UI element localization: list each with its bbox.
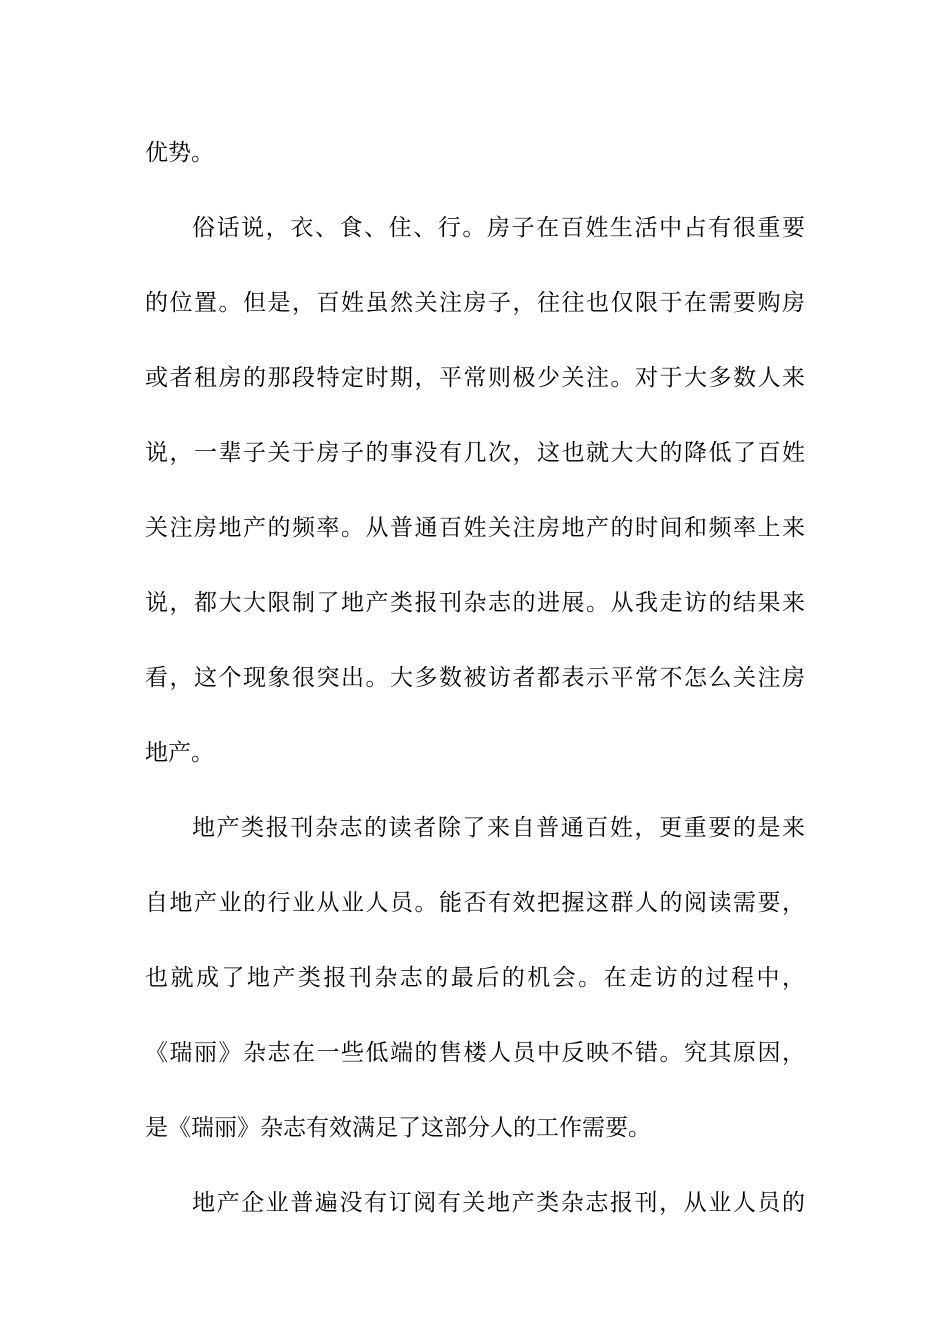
text-line-6: 关注房地产的频率。从普通百姓关注房地产的时间和频率上来 (145, 515, 805, 541)
text-line-12: 也就成了地产类报刊杂志的最后的机会。在走访的过程中， (145, 965, 805, 991)
text-line-14: 是《瑞丽》杂志有效满足了这部分人的工作需要。 (145, 1115, 651, 1141)
text-line-4: 或者租房的那段特定时期，平常则极少关注。对于大多数人来 (145, 365, 805, 391)
text-line-13: 《瑞丽》杂志在一些低端的售楼人员中反映不错。究其原因， (145, 1040, 805, 1066)
text-line-15: 地产企业普遍没有订阅有关地产类杂志报刊，从业人员的 (192, 1190, 805, 1216)
text-line-1: 优势。 (145, 140, 214, 166)
text-line-7: 说，都大大限制了地产类报刊杂志的进展。从我走访的结果来 (145, 590, 805, 616)
text-line-2: 俗话说，衣、食、住、行。房子在百姓生活中占有很重要 (192, 215, 805, 241)
text-line-5: 说，一辈子关于房子的事没有几次，这也就大大的降低了百姓 (145, 440, 805, 466)
text-line-3: 的位置。但是，百姓虽然关注房子，往往也仅限于在需要购房 (145, 290, 805, 316)
text-line-8: 看，这个现象很突出。大多数被访者都表示平常不怎么关注房 (145, 665, 805, 691)
text-line-10: 地产类报刊杂志的读者除了来自普通百姓，更重要的是来 (192, 815, 805, 841)
text-line-9: 地产。 (145, 740, 214, 766)
text-line-11: 自地产业的行业从业人员。能否有效把握这群人的阅读需要， (145, 890, 805, 916)
